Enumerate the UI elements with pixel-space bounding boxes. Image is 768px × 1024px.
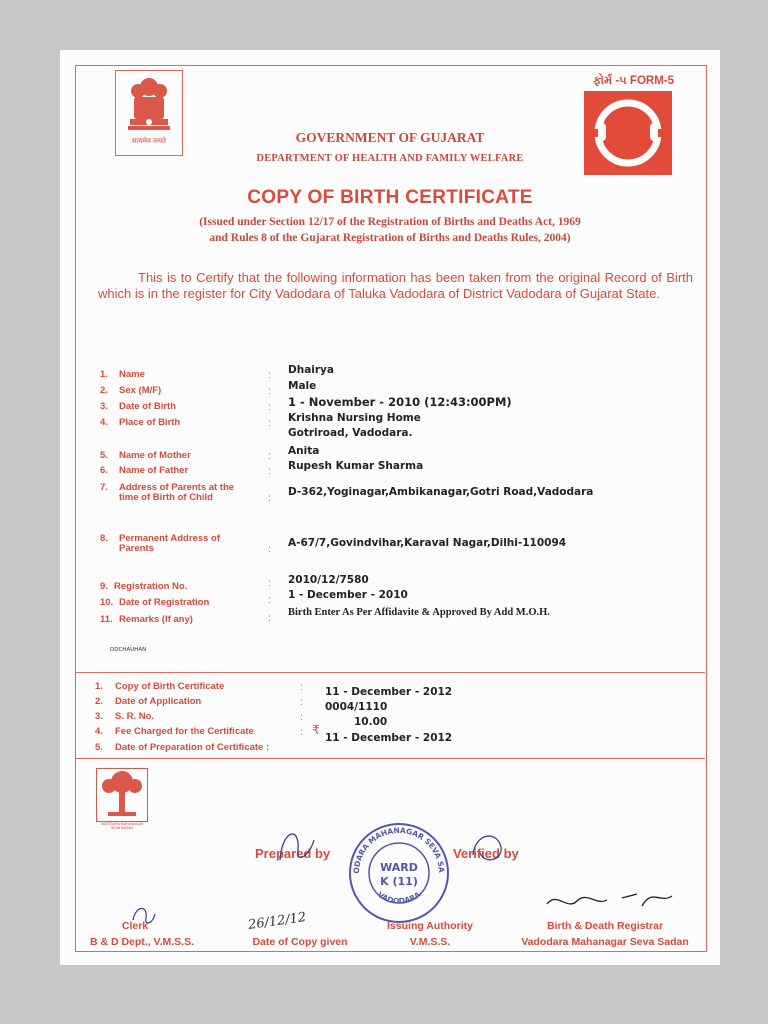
copy-label-fee: Fee Charged for the Certificate xyxy=(115,726,254,737)
field-label-dob: Date of Birth xyxy=(119,401,176,412)
field-value-sex: Male xyxy=(288,380,317,392)
date-of-copy-label: Date of Copy given xyxy=(252,936,348,948)
certificate-sheet xyxy=(60,50,720,965)
field-value-dob: 1 - November - 2010 (12:43:00PM) xyxy=(288,395,512,409)
copy-label-sr-no: S. R. No. xyxy=(115,711,155,722)
divider-lower xyxy=(75,758,705,759)
copy-value-application: 0004/1110 xyxy=(325,701,388,713)
form-label: ફોર્મ -૫ FORM-5 xyxy=(592,75,674,87)
preparer-signature xyxy=(270,820,320,870)
field-value-address-birth: D-362,Yoginagar,Ambikanagar,Gotri Road,Vadodara xyxy=(288,486,594,498)
government-heading: GOVERNMENT OF GUJARAT xyxy=(295,130,485,145)
issuing-authority-label: Issuing Authority xyxy=(387,920,473,932)
divider-upper xyxy=(75,672,705,673)
emblem-motto: सत्यमेव जयते xyxy=(131,138,167,145)
field-num: 7. xyxy=(100,482,108,493)
copy-label-preparation: Date of Preparation of Certificate : xyxy=(115,742,270,753)
verifier-signature xyxy=(465,825,515,870)
field-value-place-of-birth: Krishna Nursing Home xyxy=(288,412,421,424)
field-num: 6. xyxy=(100,465,108,476)
field-num: 4. xyxy=(100,417,108,428)
copy-value-sr-no: 10.00 xyxy=(354,716,388,728)
field-num: 2. xyxy=(100,385,108,396)
copy-label-application: Date of Application xyxy=(115,696,202,707)
field-label-name: Name xyxy=(119,369,145,380)
issuing-authority-org: V.M.S.S. xyxy=(409,936,451,948)
svg-text:VADODARA xyxy=(376,890,422,906)
field-value-father: Rupesh Kumar Sharma xyxy=(288,460,424,472)
field-colon: : xyxy=(268,466,271,477)
handwritten-date: 26/12/12 xyxy=(247,910,308,933)
copy-num: 2. xyxy=(95,696,103,707)
subtitle-line-1: (Issued under Section 12/17 of the Registration of Births and Deaths Act, 1969 xyxy=(199,216,581,228)
field-colon: : xyxy=(268,595,271,606)
copy-value-certificate: 11 - December - 2012 xyxy=(325,686,453,698)
field-label-place-of-birth: Place of Birth xyxy=(119,417,181,428)
field-num: 8. xyxy=(100,533,108,544)
field-colon: : xyxy=(268,578,271,589)
operator-code: DDCHAUHAN xyxy=(110,647,147,653)
seal-ward-number: K (11) xyxy=(380,875,418,888)
field-label-permanent-address: Permanent Address of xyxy=(119,533,221,544)
copy-colon: : xyxy=(300,682,303,693)
field-num: 5. xyxy=(100,450,108,461)
rupee-icon: ₹ xyxy=(312,723,320,737)
field-label-address-birth: Address of Parents at the xyxy=(119,482,235,493)
certification-statement: This is to Certify that the following information has been taken from the original Record of Birth which is in the register for City Vadodara of Taluka Vadodara of District Vadodara of Gujarat State. xyxy=(98,270,693,301)
field-value-registration-date: 1 - December - 2010 xyxy=(288,589,408,601)
subtitle-line-2: and Rules 8 of the Gujarat Registration of Births and Deaths Rules, 2004) xyxy=(209,232,571,244)
field-label-sex: Sex (M/F) xyxy=(119,385,162,396)
field-colon: : xyxy=(268,402,271,413)
copy-num: 3. xyxy=(95,711,103,722)
field-colon: : xyxy=(268,386,271,397)
field-value-registration-no: 2010/12/7580 xyxy=(288,574,369,586)
field-value-name: Dhairya xyxy=(288,364,334,376)
registrar-signature xyxy=(542,886,682,916)
prepared-by-label: Prepared by xyxy=(255,846,331,861)
copy-colon: : xyxy=(300,727,303,738)
field-label-remarks: Remarks (If any) xyxy=(119,614,193,625)
field-colon: : xyxy=(268,451,271,462)
copy-colon: : xyxy=(300,697,303,708)
copy-num: 4. xyxy=(95,726,103,737)
field-num: 1. xyxy=(100,369,108,380)
field-num: 11. xyxy=(100,614,113,625)
field-value-place-of-birth-line2: Gotriroad, Vadodara. xyxy=(288,427,413,439)
seal-bottom-text: VADODARA xyxy=(375,889,423,906)
vmss-tree-logo xyxy=(96,768,148,832)
field-num: 3. xyxy=(100,401,108,412)
registrar-label: Birth & Death Registrar xyxy=(546,920,664,932)
field-label-permanent-address-line2: Parents xyxy=(119,543,154,554)
copy-value-fee: 11 - December - 2012 xyxy=(325,732,453,744)
field-label-registration-no: Registration No. xyxy=(114,581,188,592)
field-label-mother: Name of Mother xyxy=(119,450,191,461)
certificate-title: COPY OF BIRTH CERTIFICATE xyxy=(247,187,533,208)
field-colon: : xyxy=(268,418,271,429)
field-colon: : xyxy=(268,544,271,555)
copy-colon: : xyxy=(300,712,303,723)
field-value-remarks: Birth Enter As Per Affidavite & Approved By Add M.O.H. xyxy=(288,607,550,618)
field-colon: : xyxy=(268,370,271,381)
department-heading: DEPARTMENT OF HEALTH AND FAMILY WELFARE xyxy=(256,153,524,164)
seal-top-text: ODARA MAHANAGAR SEVA SA xyxy=(351,825,447,874)
field-label-registration-date: Date of Registration xyxy=(119,597,210,608)
field-value-mother: Anita xyxy=(288,445,320,457)
field-label-father: Name of Father xyxy=(119,465,189,476)
registrar-org: Vadodara Mahanagar Seva Sadan xyxy=(521,936,689,948)
field-value-permanent-address: A-67/7,Govindvihar,Karaval Nagar,Dilhi-110094 xyxy=(288,537,567,549)
clerk-label: Clerk xyxy=(121,920,149,932)
tree-logo-caption: VADODARA MAHANAGAR SEVA SADAN xyxy=(100,822,144,830)
seal-ward-text: WARD xyxy=(380,861,418,874)
verified-by-label: Verified by xyxy=(453,846,519,861)
copy-num: 1. xyxy=(95,681,103,692)
copy-label-certificate: Copy of Birth Certificate xyxy=(115,681,225,692)
field-label-address-birth-line2: time of Birth of Child xyxy=(119,492,213,503)
field-colon: : xyxy=(268,493,271,504)
field-num: 10. xyxy=(100,597,114,608)
copy-num: 5. xyxy=(95,742,103,753)
field-colon: : xyxy=(268,613,271,624)
ward-seal xyxy=(347,821,451,925)
field-num: 9. xyxy=(100,581,108,592)
clerk-department: B & D Dept., V.M.S.S. xyxy=(89,936,195,948)
